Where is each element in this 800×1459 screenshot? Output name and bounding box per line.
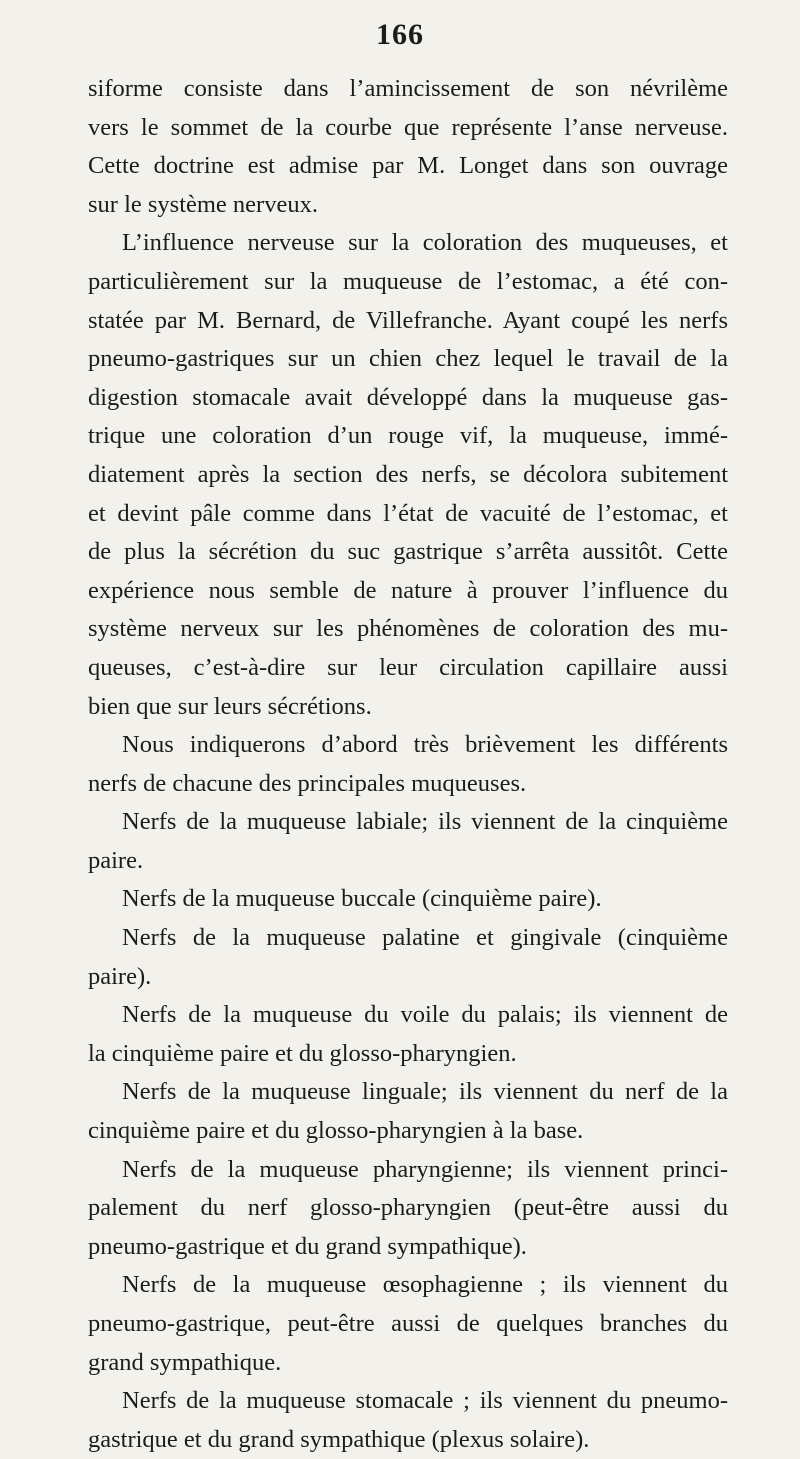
text-line: Nerfs de la muqueuse linguale; ils viennent du nerf de la	[122, 1078, 728, 1106]
text-line: Nous indiquerons d’abord très brièvement les différents	[122, 731, 728, 759]
text-line: digestion stomacale avait développé dans la muqueuse gas-	[88, 383, 728, 411]
text-line: paire.	[88, 846, 144, 874]
text-line: vers le sommet de la courbe que représente l’anse nerveuse.	[88, 113, 728, 141]
text-line: siforme consiste dans l’amincissement de son névrilème	[88, 75, 728, 102]
text-line: trique une coloration d’un rouge vif, la muqueuse, immé-	[88, 422, 728, 450]
text-line: Nerfs de la muqueuse palatine et gingivale (cinquième	[122, 924, 728, 952]
text-line: expérience nous semble de nature à prouver l’influence du	[88, 576, 728, 604]
text-line: Nerfs de la muqueuse œsophagienne ; ils viennent du	[122, 1271, 728, 1299]
text-line: Nerfs de la muqueuse labiale; ils viennent de la cinquième	[122, 808, 728, 836]
text-line: et devint pâle comme dans l’état de vacuité de l’estomac, et	[88, 499, 728, 527]
text-line: nerfs de chacune des principales muqueuses.	[88, 769, 527, 797]
text-line: pneumo-gastrique, peut-être aussi de quelques branches du	[88, 1310, 728, 1337]
text-line: système nerveux sur les phénomènes de coloration des mu-	[88, 615, 728, 643]
text-line: Nerfs de la muqueuse pharyngienne; ils viennent princi-	[122, 1155, 728, 1183]
text-line: diatement après la section des nerfs, se décolora subitement	[88, 460, 728, 488]
text-line: L’influence nerveuse sur la coloration des muqueuses, et	[122, 229, 728, 257]
text-line: de plus la sécrétion du suc gastrique s’arrêta aussitôt. Cette	[88, 538, 728, 566]
text-line: queuses, c’est-à-dire sur leur circulation capillaire aussi	[88, 653, 728, 681]
text-line: cinquième paire et du glosso-pharyngien à la base.	[88, 1117, 584, 1145]
page-number: 166	[376, 18, 424, 51]
text-line: gastrique et du grand sympathique (plexus solaire).	[88, 1425, 590, 1453]
text-line: Cette doctrine est admise par M. Longet dans son ouvrage	[88, 152, 728, 180]
text-line: particulièrement sur la muqueuse de l’estomac, a été con-	[88, 267, 728, 295]
text-line: pneumo-gastrique et du grand sympathique).	[88, 1232, 527, 1260]
body-text	[88, 70, 728, 1459]
text-line: pneumo-gastriques sur un chien chez lequel le travail de la	[88, 345, 728, 373]
text-line: paire).	[88, 962, 152, 990]
text-line: palement du nerf glosso-pharyngien (peut-être aussi du	[88, 1194, 728, 1222]
text-line: sur le système nerveux.	[88, 190, 318, 218]
text-line: bien que sur leurs sécrétions.	[88, 692, 372, 720]
text-line: la cinquième paire et du glosso-pharyngien.	[88, 1039, 517, 1067]
text-line: statée par M. Bernard, de Villefranche. Ayant coupé les nerfs	[88, 306, 728, 334]
text-line: grand sympathique.	[88, 1348, 282, 1376]
text-line: Nerfs de la muqueuse du voile du palais; ils viennent de	[122, 1001, 728, 1029]
text-line: Nerfs de la muqueuse stomacale ; ils viennent du pneumo-	[122, 1387, 728, 1415]
text-line: Nerfs de la muqueuse buccale (cinquième paire).	[122, 885, 602, 913]
